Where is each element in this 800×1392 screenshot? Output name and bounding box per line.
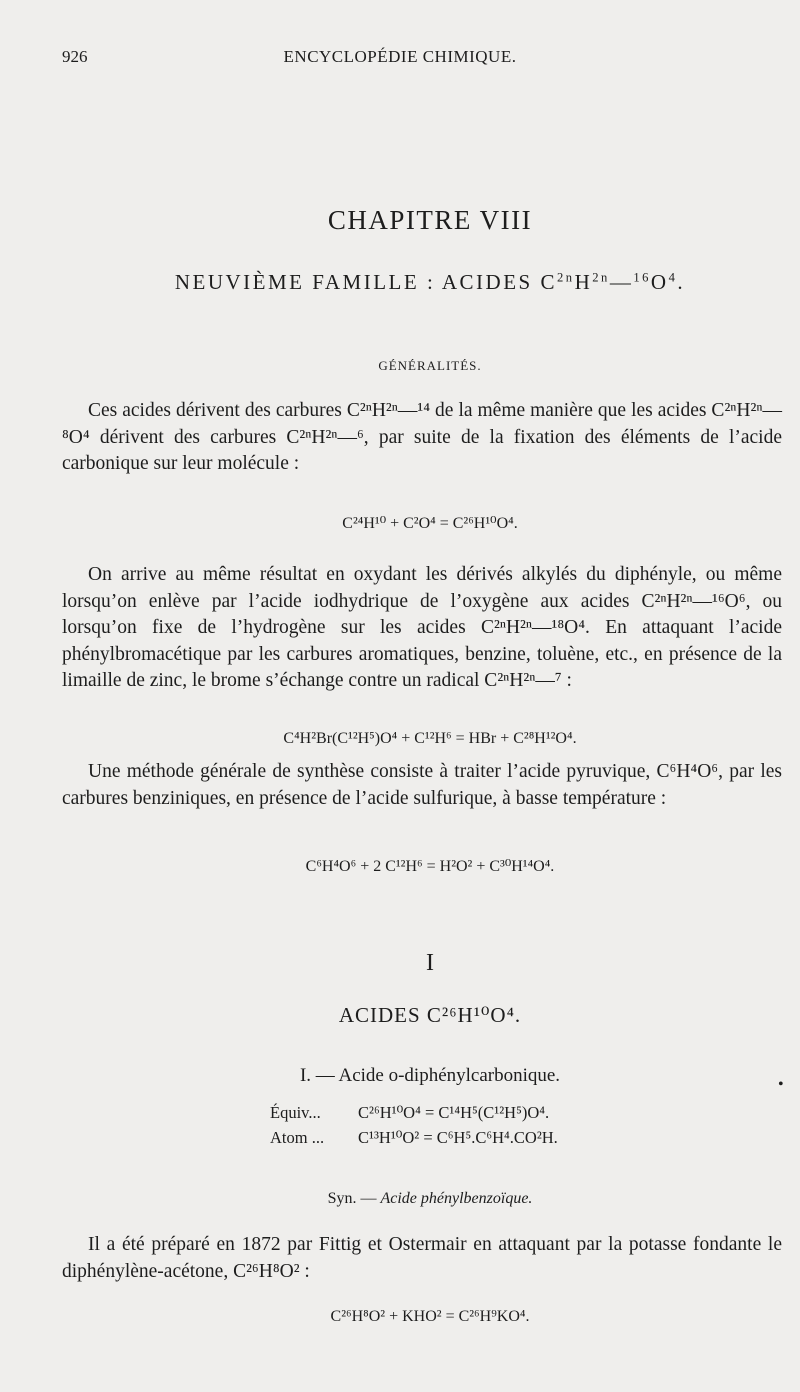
synonym-line bbox=[0, 1190, 800, 1208]
atom-line bbox=[270, 1128, 558, 1148]
chapter-title: CHAPITRE VIII bbox=[327, 205, 533, 235]
atom-value: C¹³H¹⁰O² = C⁶H⁵.C⁶H⁴.CO²H. bbox=[358, 1128, 558, 1147]
margin-mark: • bbox=[778, 1076, 784, 1093]
formula-4: C²⁶H⁸O² + KHO² = C²⁶H⁹KO⁴. bbox=[330, 1308, 530, 1325]
equiv-value: C²⁶H¹⁰O⁴ = C¹⁴H⁵(C¹²H⁵)O⁴. bbox=[358, 1103, 550, 1122]
section-generalites: GÉNÉRALITÉS. bbox=[378, 358, 482, 373]
paragraph-1: Ces acides dérivent des carbures C²ⁿH²ⁿ—¹⁴ de la même manière que les acides C²ⁿH²ⁿ—⁸O⁴ dérivent des carbures C²ⁿH²ⁿ—⁶, par suite de la fixation des éléments de l’acide carbonique sur leur molécule : bbox=[62, 400, 782, 474]
section-title: I. — Acide o-diphénylcarbonique. bbox=[299, 1065, 561, 1086]
page-number: 926 bbox=[62, 47, 88, 66]
running-title: ENCYCLOPÉDIE CHIMIQUE. bbox=[283, 47, 517, 66]
syn-value: Acide phénylbenzoïque. bbox=[380, 1190, 533, 1207]
paragraph-3: Une méthode générale de synthèse consiste à traiter l’acide pyruvique, C⁶H⁴O⁶, par les carbures benziniques, en présence de l’acide sulfurique, à basse température : bbox=[62, 761, 782, 809]
family-heading: NEUVIÈME FAMILLE : ACIDES $C^{2n}H^{2n}—^{16}O^4$. bbox=[174, 270, 686, 294]
section-number: I bbox=[426, 950, 434, 976]
formula-3: C⁶H⁴O⁶ + 2 C¹²H⁶ = H²O² + C³⁰H¹⁴O⁴. bbox=[305, 858, 555, 875]
atom-label: Atom ... bbox=[270, 1128, 325, 1147]
equiv-label: Équiv... bbox=[270, 1103, 321, 1122]
section-subtitle: ACIDES C²⁶H¹⁰O⁴. bbox=[338, 1003, 522, 1027]
formula-1: C²⁴H¹⁰ + C²O⁴ = C²⁶H¹⁰O⁴. bbox=[342, 515, 518, 532]
paragraph-2: On arrive au même résultat en oxydant les dérivés alkylés du diphényle, ou même lorsqu’on enlève par l’acide iodhydrique de l’oxygène aux acides C²ⁿH²ⁿ—¹⁶O⁶, ou lorsqu’on fixe de l’hydrogène sur les acides C²ⁿH²ⁿ—¹⁸O⁴. En attaquant l’acide phénylbromacétique par les carbures aromatiques, benzine, toluène, etc., en présence de la limaille de zinc, le brome s’échange contre un radical C²ⁿH²ⁿ—⁷ : bbox=[62, 564, 782, 691]
syn-label: Syn. — bbox=[327, 1190, 377, 1207]
formula-2: C⁴H²Br(C¹²H⁵)O⁴ + C¹²H⁶ = HBr + C²⁸H¹²O⁴. bbox=[283, 730, 577, 747]
paragraph-4: Il a été préparé en 1872 par Fittig et Ostermair en attaquant par la potasse fondante le diphénylène-acétone, C²⁶H⁸O² : bbox=[62, 1234, 782, 1282]
equiv-line bbox=[270, 1103, 549, 1123]
